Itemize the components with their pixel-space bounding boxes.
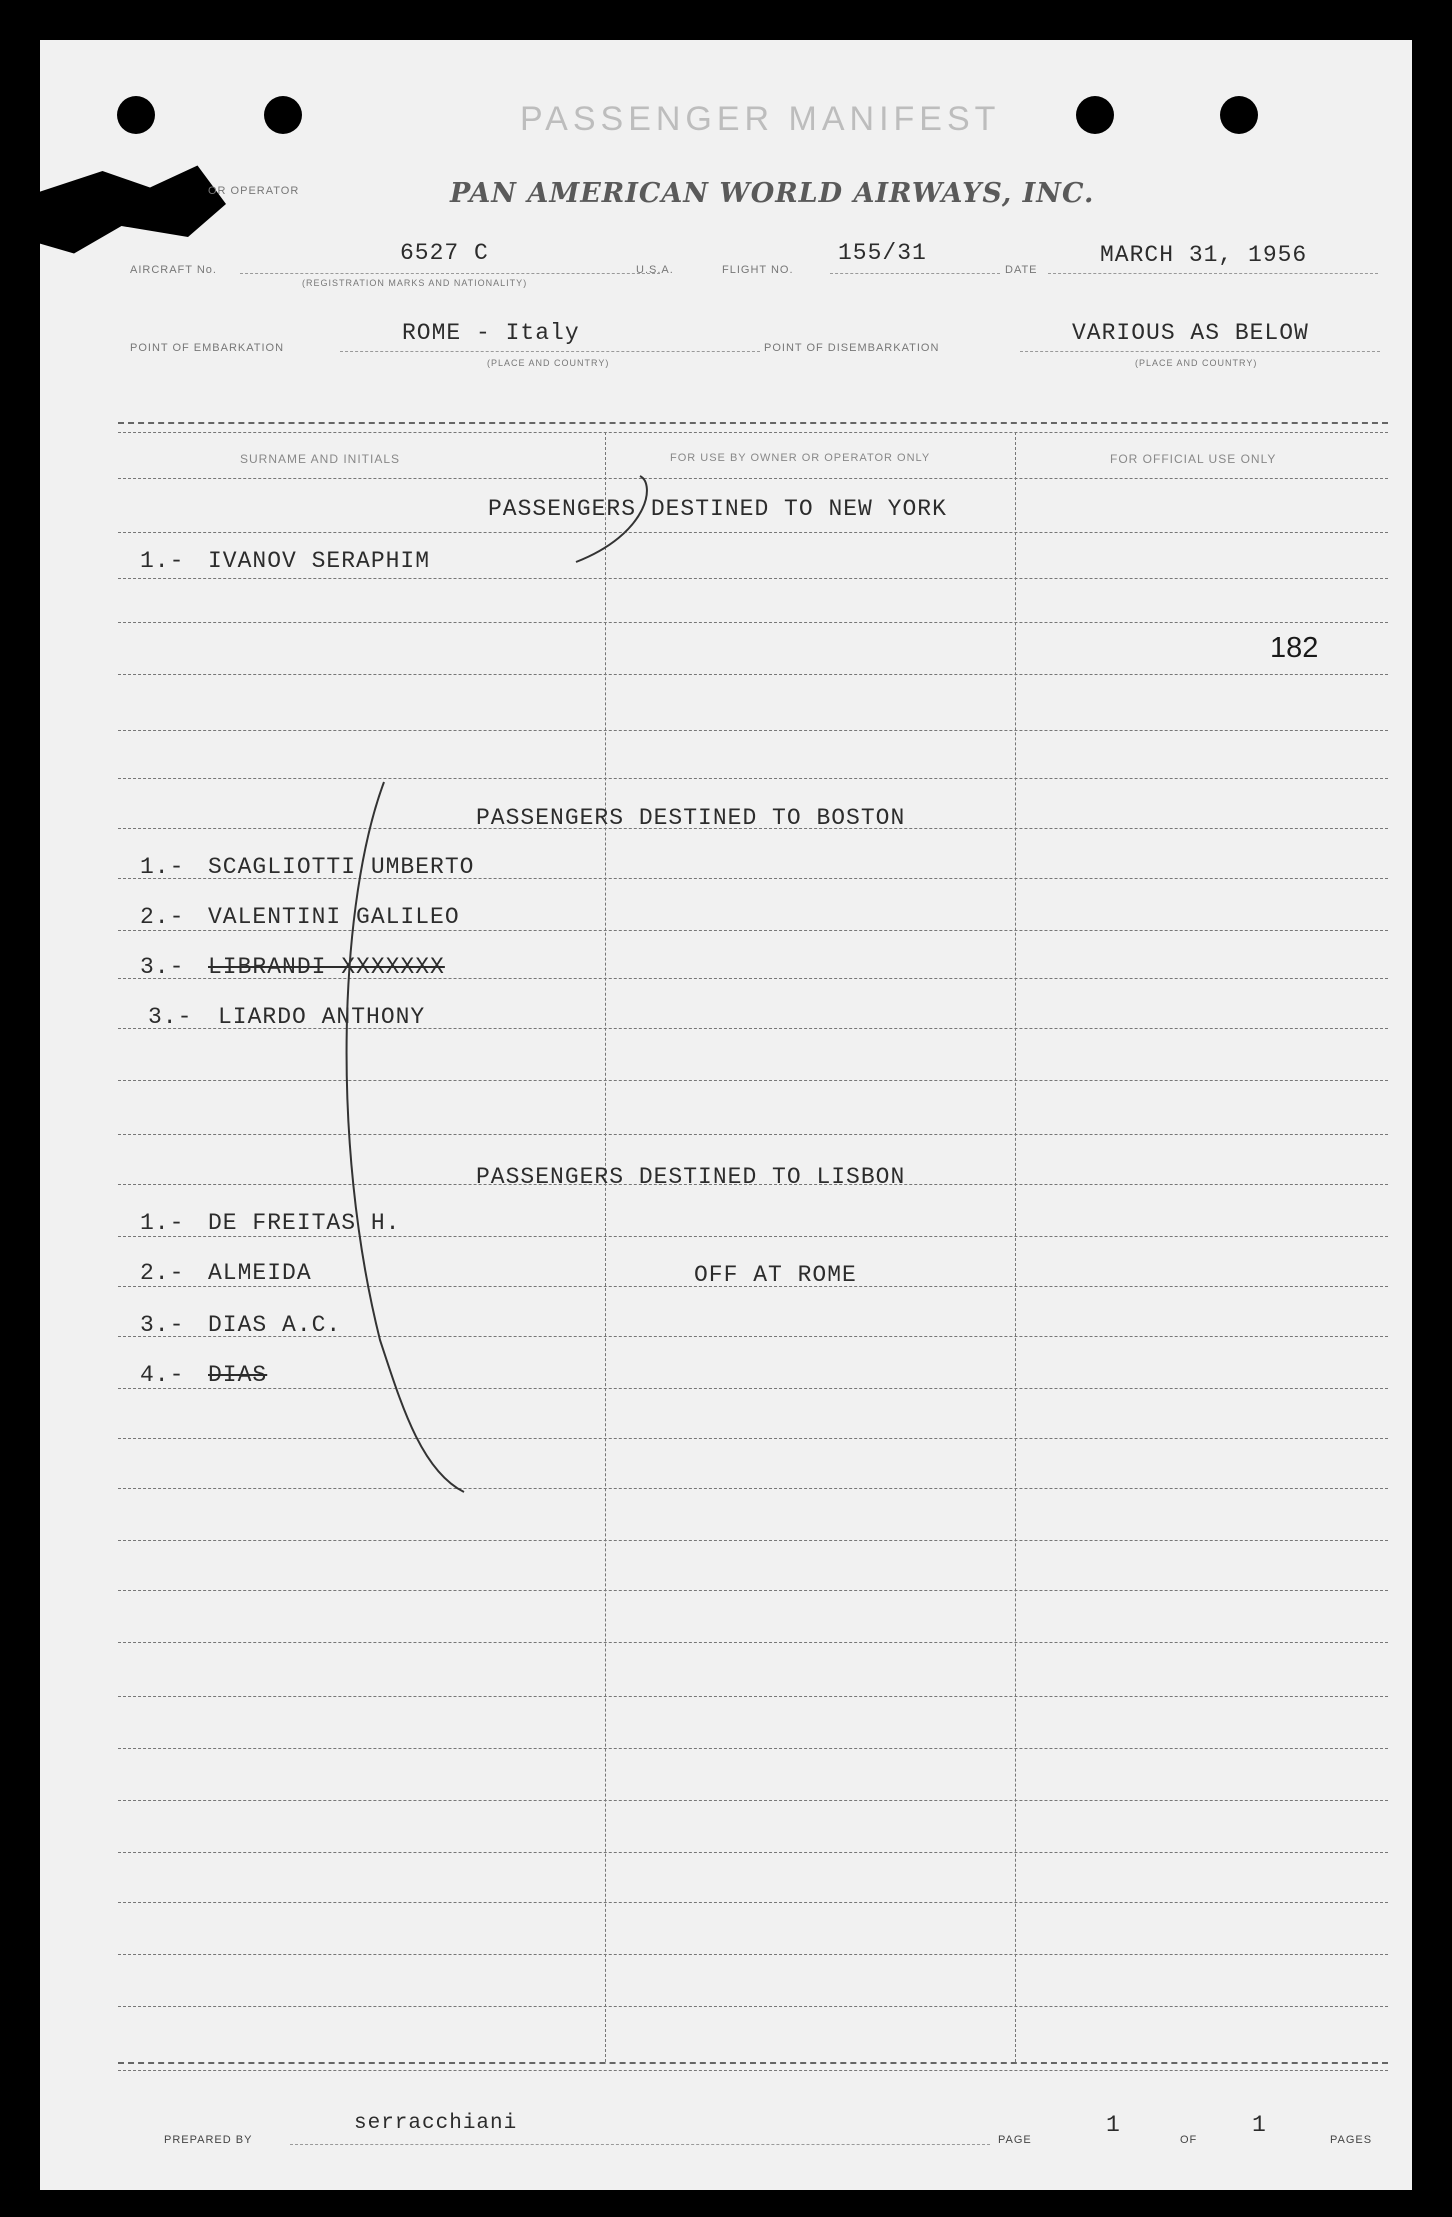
row-number: 2.- (140, 904, 185, 930)
pencil-marks (40, 40, 1412, 2190)
date-label: DATE (1005, 264, 1038, 276)
prepared-by-value: serracchiani (354, 2112, 518, 2135)
passenger-name: DIAS A.C. (208, 1312, 342, 1338)
registration-caption: (REGISTRATION MARKS AND NATIONALITY) (302, 278, 528, 288)
column-header-names: SURNAME AND INITIALS (240, 452, 401, 466)
embark-label: POINT OF EMBARKATION (130, 342, 285, 354)
manifest-sheet (40, 40, 1412, 2190)
aircraft-value: 6527 C (400, 240, 489, 266)
embark-value: ROME - Italy (402, 320, 580, 346)
row-number: 1.- (140, 1210, 185, 1236)
row-number: 3.- (148, 1004, 193, 1030)
section-heading: PASSENGERS DESTINED TO NEW YORK (488, 496, 947, 522)
page-number-stamp: 182 (1270, 632, 1319, 664)
disembark-caption: (PLACE AND COUNTRY) (1135, 358, 1258, 368)
disembark-label: POINT OF DISEMBARKATION (764, 342, 940, 354)
passenger-name: IVANOV SERAPHIM (208, 548, 431, 574)
passenger-name: SCAGLIOTTI UMBERTO (208, 854, 475, 880)
passenger-name: ALMEIDA (208, 1260, 312, 1286)
field-line (290, 2144, 990, 2145)
row-number: 1.- (140, 548, 185, 574)
column-header-owner: FOR USE BY OWNER OR OPERATOR ONLY (670, 452, 931, 464)
carrier-name: PAN AMERICAN WORLD AIRWAYS, INC. (450, 178, 1095, 209)
prepared-by-label: PREPARED BY (164, 2134, 253, 2146)
passenger-name: DIAS (208, 1362, 268, 1388)
column-header-official: FOR OFFICIAL USE ONLY (1110, 452, 1277, 466)
date-value: MARCH 31, 1956 (1100, 242, 1308, 268)
embark-caption: (PLACE AND COUNTRY) (487, 358, 610, 368)
section-heading: PASSENGERS DESTINED TO BOSTON (476, 805, 906, 831)
pencil-bracket-line (347, 782, 464, 1492)
passenger-name: DE FREITAS H. (208, 1210, 401, 1236)
lisbon-note: OFF AT ROME (694, 1262, 857, 1288)
row-number: 1.- (140, 854, 185, 880)
form-title: PASSENGER MANIFEST (520, 100, 1001, 138)
passenger-name: VALENTINI GALILEO (208, 904, 460, 930)
row-number: 3.- (140, 954, 185, 980)
section-heading: PASSENGERS DESTINED TO LISBON (476, 1164, 906, 1190)
pencil-check-mark (576, 476, 647, 562)
disembark-value: VARIOUS AS BELOW (1072, 320, 1309, 346)
page-label: PAGE (998, 2134, 1032, 2146)
flight-label: FLIGHT NO. (722, 264, 794, 276)
passenger-name-struck: LIBRANDI XXXXXXX (208, 954, 445, 980)
usa-label: U.S.A. (636, 264, 674, 276)
row-number: 4.- (140, 1362, 185, 1388)
row-number: 2.- (140, 1260, 185, 1286)
owner-label: OR OPERATOR (208, 185, 300, 197)
aircraft-label: AIRCRAFT No. (130, 264, 217, 276)
flight-value: 155/31 (838, 240, 927, 266)
total-pages-value: 1 (1252, 2112, 1267, 2138)
of-label: OF (1180, 2134, 1198, 2146)
pages-label: PAGES (1330, 2134, 1373, 2146)
row-number: 3.- (140, 1312, 185, 1338)
passenger-name: LIARDO ANTHONY (218, 1004, 426, 1030)
page-value: 1 (1106, 2112, 1121, 2138)
